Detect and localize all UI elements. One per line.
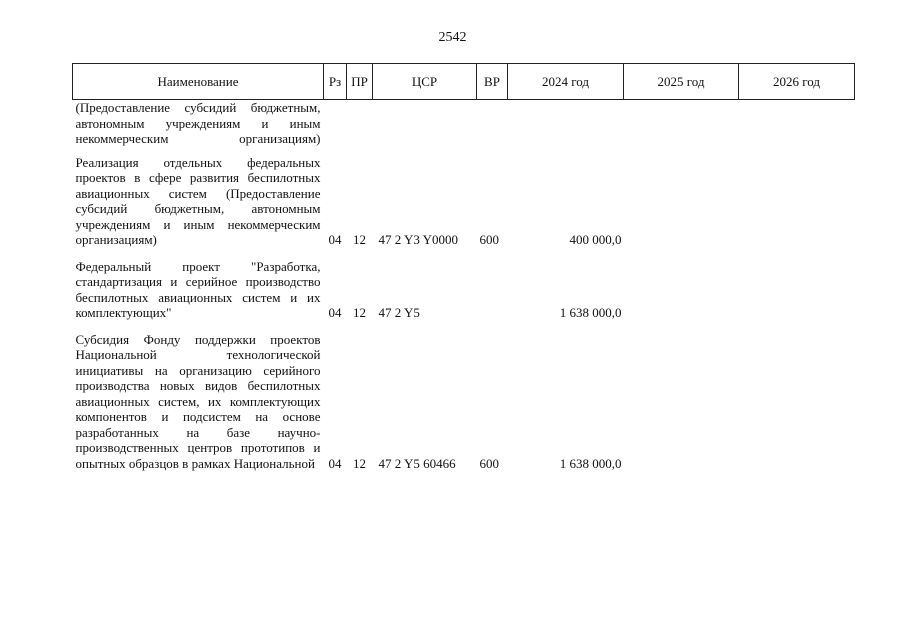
row-2025 bbox=[624, 155, 739, 248]
row-2024: 1 638 000,0 bbox=[559, 305, 622, 320]
row-2025 bbox=[624, 332, 739, 472]
row-name: (Предоставление субсидий бюджетным, автономным учреждениям и иным некоммерческим организациям) bbox=[75, 100, 321, 146]
row-2025 bbox=[624, 259, 739, 321]
row-vr bbox=[477, 259, 508, 321]
row-csr: 47 2 Y5 60466 bbox=[378, 455, 456, 471]
row-rz: 04 bbox=[328, 232, 342, 247]
row-csr: 47 2 Y5 bbox=[378, 305, 420, 320]
row-2026 bbox=[739, 332, 855, 472]
row-2024: 400 000,0 bbox=[569, 232, 622, 247]
row-2026 bbox=[739, 100, 855, 147]
row-name: Федеральный проект "Разработка, стандартизация и серийное производство беспилотных авиационных систем и их комплектующих" bbox=[75, 258, 321, 320]
table-row bbox=[73, 259, 855, 321]
row-rz bbox=[324, 100, 347, 147]
row-rz: 04 bbox=[328, 455, 342, 471]
header-rz: Рз bbox=[324, 64, 347, 100]
row-pr: 12 bbox=[353, 232, 366, 247]
row-2025 bbox=[624, 100, 739, 147]
row-vr: 600 bbox=[479, 455, 499, 471]
row-name: Реализация отдельных федеральных проектов в сфере развития беспилотных авиационных систем (Предоставление субсидий бюджетным, автономным учреждениям и иным некоммерческим организациям) bbox=[75, 154, 321, 247]
header-2026: 2026 год bbox=[739, 64, 855, 100]
header-2025: 2025 год bbox=[624, 64, 739, 100]
row-rz: 04 bbox=[328, 305, 342, 320]
page-number: 2542 bbox=[438, 30, 467, 45]
header-pr: ПР bbox=[347, 64, 373, 100]
row-pr: 12 bbox=[353, 455, 366, 471]
table-row bbox=[73, 155, 855, 248]
row-csr bbox=[373, 100, 477, 147]
row-vr bbox=[477, 100, 508, 147]
row-2024: 1 638 000,0 bbox=[559, 455, 622, 471]
row-csr: 47 2 Y3 Y0000 bbox=[378, 232, 459, 247]
table-row bbox=[73, 100, 855, 147]
table-header-row bbox=[73, 64, 855, 100]
header-vr: ВР bbox=[477, 64, 508, 100]
header-csr: ЦСР bbox=[373, 64, 477, 100]
header-2024: 2024 год bbox=[508, 64, 624, 100]
row-2024 bbox=[508, 100, 624, 147]
header-name: Наименование bbox=[73, 64, 324, 100]
row-2026 bbox=[739, 155, 855, 248]
row-2026 bbox=[739, 259, 855, 321]
budget-table bbox=[72, 63, 855, 471]
table-row bbox=[73, 332, 855, 472]
row-pr: 12 bbox=[353, 305, 366, 320]
row-vr: 600 bbox=[479, 232, 499, 247]
row-pr bbox=[347, 100, 373, 147]
row-name: Субсидия Фонду поддержки проектов Национальной технологической инициативы на организацию серийного производства новых видов беспилотных авиационных систем, их комплектующих компонентов и подсистем на основе разработанных на базе научно-производственных центров прототипов и опытных образцов в рамках Национальной bbox=[75, 331, 321, 471]
